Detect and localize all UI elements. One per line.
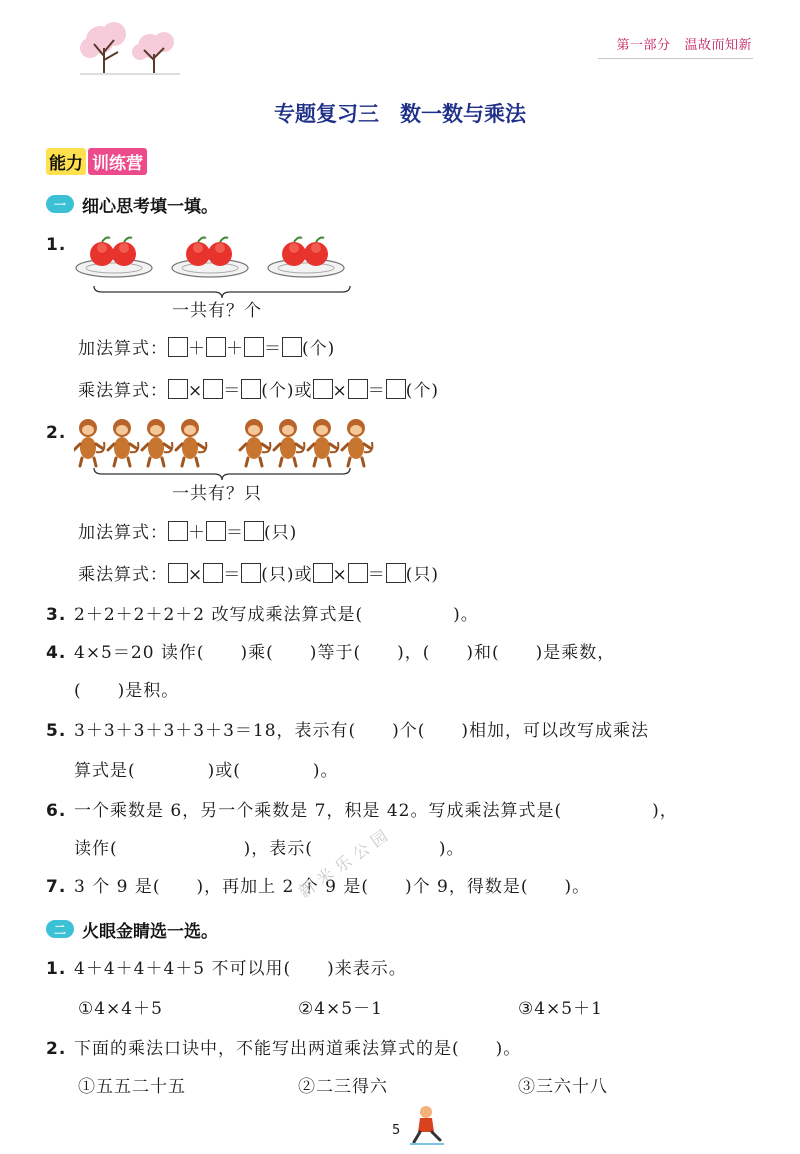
q6-line2: 读作( )，表示( )。 [74,839,465,859]
header-part: 第一部分 [616,38,671,53]
section-number-badge: 二 [46,920,74,938]
answer-box[interactable] [348,379,368,399]
section-number-badge: 一 [46,195,74,213]
q2-brace [92,466,352,482]
choice-q2-option-a[interactable]: ①五五二十五 [78,1077,186,1097]
answer-box[interactable] [386,379,406,399]
answer-box[interactable] [348,563,368,583]
answer-box[interactable] [244,337,264,357]
q1-caption: 一共有？个 [172,301,262,321]
answer-box[interactable] [244,521,264,541]
choice-q1: 1. 4＋4＋4＋4＋5 不可以用( )来表示。 [46,959,407,979]
q4-line2: ( )是积。 [74,681,180,701]
skater-icon [410,1104,444,1146]
badge-part2: 训练营 [88,148,147,175]
choice-q2: 2. 下面的乘法口诀中，不能写出两道乘法算式的是( )。 [46,1039,522,1059]
answer-box[interactable] [313,379,333,399]
section-title: 火眼金睛选一选。 [82,921,218,942]
answer-box[interactable] [168,337,188,357]
q6-line1: 6. 一个乘数是 6，另一个乘数是 7，积是 42。写成乘法算式是( )， [46,801,678,821]
page-number: 5 [392,1123,401,1138]
section-title: 细心思考填一填。 [82,196,218,217]
answer-box[interactable] [168,521,188,541]
section-heading-fill [46,191,218,217]
choice-q1-option-a[interactable]: ①4×4＋5 [78,999,163,1019]
section-heading-choose [46,916,218,942]
answer-box[interactable] [313,563,333,583]
q2-multiplication-row: 乘法算式： × ＝ (只)或 × ＝ (只) [78,565,440,585]
q7: 7. 3 个 9 是( )，再加上 2 个 9 是( )个 9，得数是( )。 [46,877,591,897]
answer-box[interactable] [206,337,226,357]
ability-badge [46,148,147,174]
answer-box[interactable] [206,521,226,541]
q2-caption: 一共有？只 [172,484,262,504]
header-breadcrumb [0,34,752,53]
q2-number: 2. [46,423,67,443]
q4-line1: 4. 4×5＝20 读作( )乘( )等于( )，( )和( )是乘数， [46,643,616,663]
badge-part1: 能力 [46,148,86,175]
choice-q2-option-b[interactable]: ②二三得六 [298,1077,388,1097]
q3: 3. 2＋2＋2＋2＋2 改写成乘法算式是( )。 [46,605,479,625]
header-section: 温故而知新 [684,38,752,53]
choice-q1-option-c[interactable]: ③4×5＋1 [518,999,603,1019]
answer-box[interactable] [168,563,188,583]
answer-box[interactable] [241,563,261,583]
answer-box[interactable] [241,379,261,399]
choice-q1-option-b[interactable]: ②4×5－1 [298,999,383,1019]
answer-box[interactable] [386,563,406,583]
header-divider [598,58,753,59]
answer-box[interactable] [203,379,223,399]
q5-line2: 算式是( )或( )。 [74,761,339,781]
answer-box[interactable] [282,337,302,357]
q1-addition-row: 加法算式： ＋ ＋ ＝ (个) [78,339,336,359]
page-title: 专题复习三 数一数与乘法 [274,102,526,126]
answer-box[interactable] [203,563,223,583]
answer-box[interactable] [168,379,188,399]
q5-line1: 5. 3＋3＋3＋3＋3＋3＝18，表示有( )个( )相加，可以改写成乘法 [46,721,650,741]
choice-q2-option-c[interactable]: ③三六十八 [518,1077,608,1097]
q1-multiplication-row: 乘法算式： × ＝ (个)或 × ＝ (个) [78,381,440,401]
q1-number: 1. [46,235,67,255]
apple-plates-illustration [74,228,354,290]
monkeys-illustration [74,414,374,470]
watermark: 新米乐公园 [295,822,397,902]
q2-addition-row: 加法算式： ＋ ＝ (只) [78,523,298,543]
